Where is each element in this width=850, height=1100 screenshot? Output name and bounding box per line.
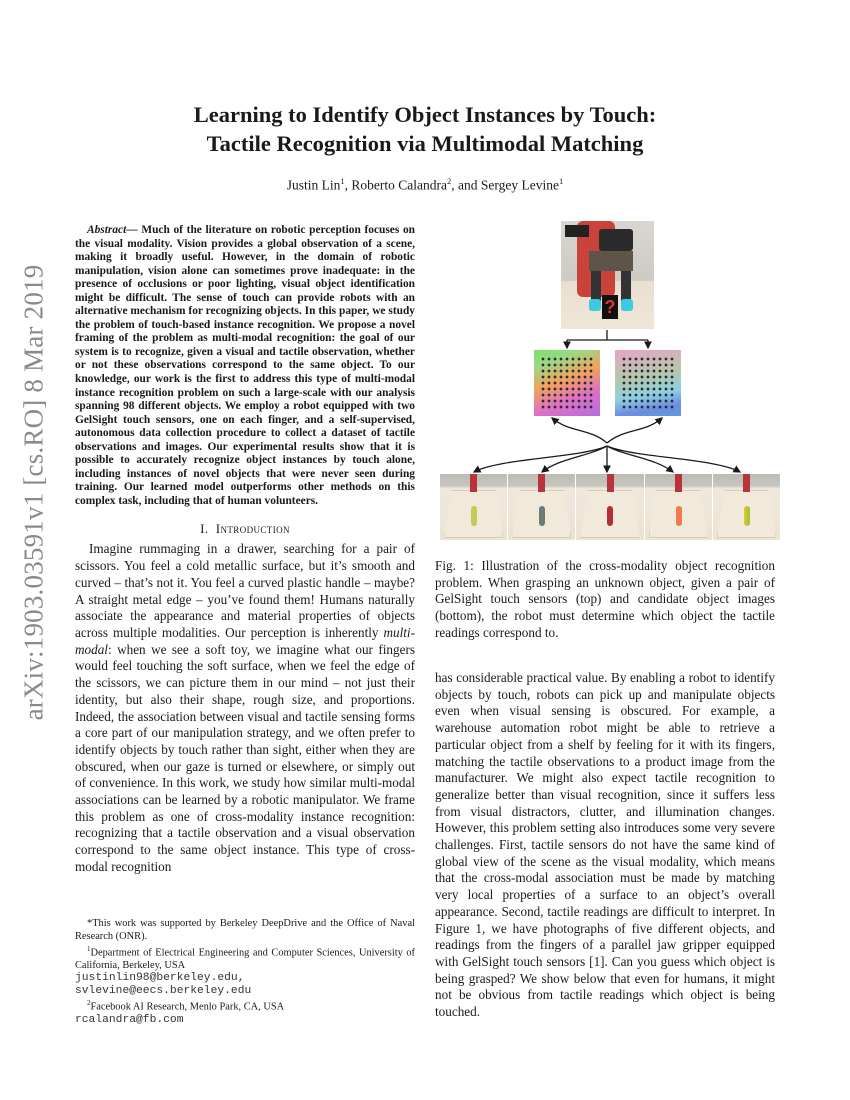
intro-paragraph-1	[75, 541, 415, 875]
affiliation-text: Department of Electrical Engineering and Computer Sciences, University of California, Berkeley, USA	[75, 947, 415, 971]
candidate-object-image	[576, 474, 643, 540]
emphasis-multi-modal: multi-modal	[75, 625, 415, 657]
candidate-object-image	[713, 474, 780, 540]
unknown-object-question-icon: ?	[602, 295, 618, 319]
affiliation-1-footnote	[75, 943, 415, 972]
arxiv-identifier-stamp	[14, 264, 54, 720]
tactile-reading-left	[534, 350, 600, 416]
candidate-object	[471, 506, 477, 526]
section-heading-introduction	[75, 521, 415, 537]
intro-paragraph-1-continued: has considerable practical value. By enabling a robot to identify objects by touch, robots can pick up and manipulate objects even when visual sensing is obscured. For example, a warehouse automation robot might be able to retrieve a particular object from a shelf by feeling for it with its fingers, matching the tactile observations to a product image from the manufacturer. We might also expect tactile recognition to generalize better than visual recognition, since it suffers less from visual distractors, clutter, and illumination changes. However, this problem setting also introduces some very severe challenges. First, tactile sensors do not have the same kind of global view of the scene as the visual modality, which means that the cross-modal association must be made by matching very local properties of a surface to an object’s overall appearance. Second, tactile readings are difficult to interpret. In Figure 1, we have photographs of five different objects, and readings from the fingers of a parallel jaw gripper equipped with GelSight touch sensors [1]. Can you guess which object is being grasped? We show below that even for humans, it might not be obvious from tactile readings which object is being touched.	[435, 670, 775, 1020]
section-number: I.	[200, 521, 209, 537]
author-separator: ,	[344, 177, 352, 193]
author-name: Justin Lin	[286, 177, 341, 193]
intro-text: Imagine rummaging in a drawer, searching for a pair of scissors. You feel a cold metallic surface, but it’s smooth and curved – that’s not it. You feel a curved plastic handle – maybe? A straight metal edge – you’ve found them! Humans naturally associate the appearance and material properties of objects across multiple modalities. Our perception is inherently	[75, 541, 415, 640]
left-column	[75, 224, 415, 876]
gelsight-sensor-right	[621, 299, 633, 311]
gelsight-sensor-left	[589, 299, 601, 311]
author-list	[100, 176, 750, 194]
candidate-object	[676, 506, 682, 526]
author-affiliation-mark: 1	[558, 176, 564, 186]
figure-1	[440, 218, 780, 543]
abstract-label: Abstract	[87, 224, 127, 236]
gripper-finger-right	[621, 271, 631, 301]
affiliation-text: Facebook AI Research, Menlo Park, CA, USA	[90, 1001, 285, 1013]
footnote-mark: 1	[87, 945, 91, 953]
robot-screen	[565, 225, 589, 237]
tactile-reading-right	[615, 350, 681, 416]
email-roberto-calandra[interactable]: rcalandra@fb.com	[75, 1014, 184, 1027]
robot-gripper-photo	[561, 221, 654, 329]
footnote-mark: 2	[87, 999, 91, 1008]
section-title: Introduction	[215, 521, 290, 537]
candidate-images-row	[440, 474, 780, 540]
intro-text: : when we see a soft toy, we imagine what our fingers would feel touching the soft surface, when we feel the edge of the scissors, we can picture them in our mind – not just their identity, but also their shape, rough size, and proportions. Indeed, the association between visual and tactile sensing forms a core part of our manipulation strategy, and we often prefer to identify objects by touch rather than sight, either when they are obscured, when our gaze is turned or elsewhere, or simply out of convenience. In this work, we study how similar multi-modal associations can be learned by a robotic manipulator. We frame this problem as one of cross-modality instance recognition: recognizing that a tactile observation and a visual observation correspond to the same object instance. This type of cross-modal recognition	[75, 641, 415, 874]
candidate-object-image	[440, 474, 507, 540]
author-name: Sergey Levine	[480, 177, 559, 193]
candidate-object	[539, 506, 545, 526]
email-justin-lin[interactable]: justinlin98@berkeley.edu,	[75, 972, 245, 985]
author-affiliation-mark: 1	[340, 176, 345, 186]
abstract-text: Much of the literature on robotic perception focuses on the visual modality. Vision provides a global observation of a scene, making it broadly useful. However, in the domain of robotic manipulation, vision alone can sometimes prove inadequate: in the presence of occlusions or poor lighting, visual object identification might be difficult. The sense of touch can provide robots with an alternative mechanism for recognizing objects. In this paper, we study the problem of touch-based instance recognition. We propose a novel framing of the problem as multi-modal recognition: the goal of our system is to recognize, given a visual and tactile observation, whether or not these observations correspond to the same object. To our knowledge, our work is the first to address this type of multi-modal instance recognition problem on such a large-scale with our analysis spanning 98 different objects. We employ a robot equipped with two GelSight touch sensors, one on each finger, and a self-supervised, autonomous data collection procedure to collect a dataset of tactile observations and images. Our experimental results show that it is possible to accurately recognize object instances by touch alone, including instances of novel objects that were never seen during training. Our learned model outperforms other methods on this complex task, including that of human volunteers.	[75, 224, 415, 507]
candidate-object-image	[645, 474, 712, 540]
figure-1-caption: Fig. 1: Illustration of the cross-modality object recognition problem. When grasping an unknown object, given a pair of GelSight touch sensors (top) and candidate object images (bottom), the robot must determine which object the tactile readings correspond to.	[435, 558, 775, 640]
robot-wrist	[599, 229, 633, 251]
affiliation-2-footnote	[75, 997, 415, 1014]
abstract	[75, 224, 415, 508]
author-name: Roberto Calandra	[351, 177, 447, 193]
candidate-object-image	[508, 474, 575, 540]
candidate-object	[744, 506, 750, 526]
marker-dot-grid	[621, 356, 675, 410]
marker-dot-grid	[540, 356, 594, 410]
abstract-dash: —	[126, 224, 142, 236]
paper-title	[100, 100, 750, 158]
author-separator: , and	[451, 177, 481, 193]
gripper-finger-left	[591, 271, 601, 301]
title-line-1: Learning to Identify Object Instances by Touch:	[193, 102, 657, 127]
title-line-2: Tactile Recognition via Multimodal Matching	[206, 131, 644, 156]
funding-footnote: *This work was supported by Berkeley DeepDrive and the Office of Naval Research (ONR).	[75, 918, 415, 942]
footnotes	[75, 918, 415, 1027]
candidate-object	[607, 506, 613, 526]
arxiv-identifier-text: arXiv:1903.03591v1 [cs.RO] 8 Mar 2019	[18, 264, 49, 720]
email-sergey-levine[interactable]: svlevine@eecs.berkeley.edu	[75, 984, 252, 997]
author-affiliation-mark: 2	[447, 176, 452, 186]
robot-gripper	[589, 251, 633, 271]
